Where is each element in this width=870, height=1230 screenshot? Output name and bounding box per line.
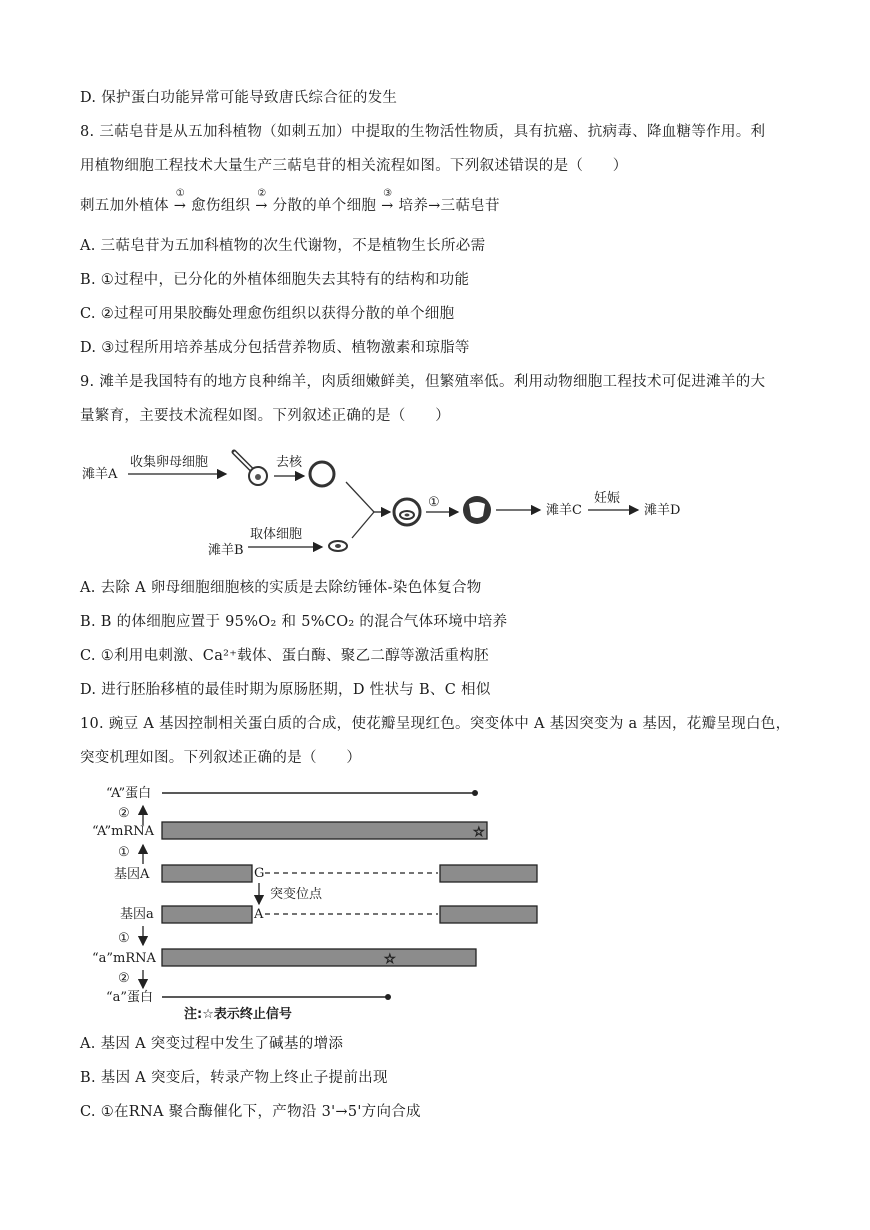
- take-cell-label: 取体细胞: [250, 527, 303, 542]
- q9-option-c: C. ①利用电刺激、Ca²⁺载体、蛋白酶、聚乙二醇等激活重构胚: [80, 648, 489, 664]
- enucleate-label: 去核: [276, 455, 303, 470]
- gene-a-left-bar: [162, 865, 252, 882]
- reconstructed-cell-icon: [394, 499, 420, 525]
- mutation-site-label: 突变位点: [270, 887, 323, 902]
- q8-flow-arrow1-label: ①: [175, 188, 185, 199]
- q9-option-a: A. 去除 A 卵母细胞细胞核的实质是去除纺锤体-染色体复合物: [80, 580, 482, 596]
- gene-small-a-left-bar: [162, 906, 252, 923]
- q10-option-b: B. 基因 A 突变后，转录产物上终止子提前出现: [80, 1070, 388, 1086]
- q8-flow-step2: 愈伤组织: [191, 198, 251, 214]
- step1-label-a: ①: [118, 845, 130, 860]
- protein-a-label: “A”蛋白: [106, 786, 152, 801]
- stop-signal-icon-small-a: ☆: [384, 952, 396, 967]
- gene-small-a-label: 基因a: [120, 907, 154, 922]
- gene-small-a-right-bar: [440, 906, 537, 923]
- protein-a-end: [472, 790, 478, 796]
- q8-flow-arrow1: ① →: [174, 196, 186, 216]
- q8-stem-line1: 8. 三萜皂苷是从五加科植物（如刺五加）中提取的生物活性物质，具有抗癌、抗病毒、降血糖等作用。利: [80, 124, 766, 140]
- merge-line-bottom: [352, 512, 374, 538]
- q10-option-c: C. ①在RNA 聚合酶催化下，产物沿 3'→5'方向合成: [80, 1104, 421, 1120]
- q8-flow-arrow2: ② →: [255, 196, 267, 216]
- gene-a-label: 基因A: [114, 867, 150, 882]
- q10-figure: [92, 786, 537, 1022]
- q8-flow-arrow2-label: ②: [257, 188, 267, 199]
- figure-note: 注:☆表示终止信号: [184, 1007, 292, 1022]
- q10-option-a: A. 基因 A 突变过程中发生了碱基的增添: [80, 1036, 344, 1052]
- embryo-icon: [463, 496, 491, 524]
- q8-option-b: B. ①过程中，已分化的外植体细胞失去其特有的结构和功能: [80, 272, 470, 288]
- q7-option-d: D. 保护蛋白功能异常可能导致唐氏综合征的发生: [80, 90, 398, 106]
- q8-option-c: C. ②过程可用果胶酶处理愈伤组织以获得分散的单个细胞: [80, 306, 455, 322]
- q8-flow-arrow3-label: ③: [383, 188, 393, 199]
- q9-stem-line1: 9. 滩羊是我国特有的地方良种绵羊，肉质细嫩鲜美，但繁殖率低。利用动物细胞工程技术可促进滩羊的大: [80, 374, 766, 390]
- step1-label-small-a: ①: [118, 931, 130, 946]
- q10-stem-line1: 10. 豌豆 A 基因控制相关蛋白质的合成，使花瓣呈现红色。突变体中 A 基因突变为 a 基因，花瓣呈现白色，: [80, 716, 791, 732]
- somatic-cell-icon: [329, 541, 347, 551]
- sheep-b-label: 滩羊B: [208, 543, 244, 558]
- q9-option-b: B. B 的体细胞应置于 95%O₂ 和 5%CO₂ 的混合气体环境中培养: [80, 614, 508, 630]
- step1-label: ①: [428, 495, 440, 510]
- collect-oocyte-label: 收集卵母细胞: [130, 455, 209, 470]
- enucleated-oocyte-icon: [310, 462, 334, 486]
- mrna-small-a-label: “a”mRNA: [92, 951, 156, 966]
- gene-a-right-bar: [440, 865, 537, 882]
- q8-flow-step4: 培养→三萜皂苷: [398, 198, 500, 214]
- sheep-a-label: 滩羊A: [82, 467, 118, 482]
- mrna-small-a-bar: [162, 949, 476, 966]
- q8-flow-step3: 分散的单个细胞: [272, 198, 377, 214]
- q8-option-a: A. 三萜皂苷为五加科植物的次生代谢物，不是植物生长所必需: [80, 238, 486, 254]
- step2-label-a: ②: [118, 806, 130, 821]
- q9-option-d: D. 进行胚胎移植的最佳时期为原肠胚期，D 性状与 B、C 相似: [80, 682, 491, 698]
- q9-stem-line2: 量繁育，主要技术流程如图。下列叙述正确的是（ ）: [80, 408, 450, 424]
- sheep-d-label: 滩羊D: [644, 503, 681, 518]
- protein-small-a-end: [385, 994, 391, 1000]
- q8-flow-arrow3: ③ →: [381, 196, 393, 216]
- protein-small-a-label: “a”蛋白: [106, 990, 154, 1005]
- q10-stem-line2: 突变机理如图。下列叙述正确的是（ ）: [80, 750, 362, 766]
- q8-flow-step1: 刺五加外植体: [80, 198, 169, 214]
- pregnancy-label: 妊娠: [594, 491, 621, 506]
- pipette-oocyte-icon: [234, 452, 267, 485]
- q8-option-d: D. ③过程所用培养基成分包括营养物质、植物激素和琼脂等: [80, 340, 470, 356]
- q8-stem-line2: 用植物细胞工程技术大量生产三萜皂苷的相关流程如图。下列叙述错误的是（ ）: [80, 158, 628, 174]
- mrna-a-label: “A”mRNA: [92, 824, 154, 839]
- base-a-label: A: [254, 907, 264, 922]
- base-g-label: G: [254, 866, 265, 881]
- mrna-a-bar: [162, 822, 487, 839]
- sheep-c-label: 滩羊C: [546, 503, 582, 518]
- step2-label-small-a: ②: [118, 971, 130, 986]
- stop-signal-icon-a: ☆: [473, 825, 485, 840]
- merge-line-top: [346, 482, 374, 512]
